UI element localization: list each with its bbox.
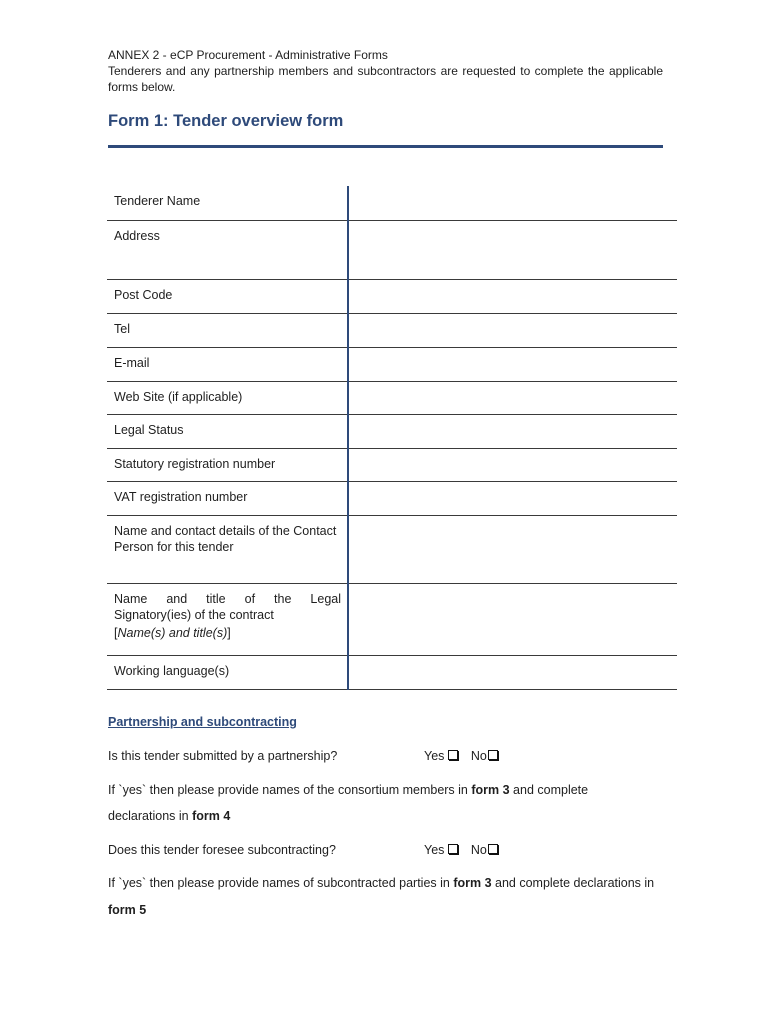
subcontracting-question: Does this tender foresee subcontracting? (108, 843, 336, 857)
row-label: Address (107, 220, 348, 279)
row-label: Web Site (if applicable) (107, 381, 348, 414)
no-label: No (470, 843, 487, 857)
table-row (107, 448, 677, 481)
yes-label: Yes (424, 843, 445, 857)
note-text: and complete (509, 783, 589, 797)
form-3-reference: form 3 (453, 876, 492, 890)
address-field[interactable] (348, 220, 677, 279)
consortium-note-line-1 (108, 783, 588, 797)
row-label: E-mail (107, 347, 348, 381)
subcontracting-no-checkbox[interactable] (488, 844, 498, 854)
row-label: VAT registration number (107, 481, 348, 515)
annex-header: ANNEX 2 - eCP Procurement - Administrative Forms (108, 48, 388, 62)
contact-person-field[interactable] (348, 515, 677, 583)
table-row (107, 481, 677, 515)
row-label (107, 583, 348, 655)
partnership-heading: Partnership and subcontracting (108, 715, 297, 729)
form-3-reference: form 3 (471, 783, 510, 797)
partnership-no-checkbox[interactable] (488, 750, 498, 760)
partnership-yes-checkbox[interactable] (448, 750, 458, 760)
tenderer-name-field[interactable] (348, 186, 677, 220)
table-row (107, 655, 677, 689)
tender-overview-table (107, 186, 677, 690)
email-field[interactable] (348, 347, 677, 381)
row-label: Legal Status (107, 414, 348, 448)
table-row (107, 279, 677, 313)
row-label: Working language(s) (107, 655, 348, 689)
table-row (107, 220, 677, 279)
post-code-field[interactable] (348, 279, 677, 313)
table-row (107, 313, 677, 347)
consortium-note-line-2 (108, 809, 230, 823)
no-label: No (470, 749, 487, 763)
yes-label: Yes (424, 749, 445, 763)
title-divider (108, 145, 663, 148)
row-label-line-1: Name and contact details of the Contact (114, 523, 337, 538)
working-language-field[interactable] (348, 655, 677, 689)
row-label: Tel (107, 313, 348, 347)
row-label: Post Code (107, 279, 348, 313)
form-4-reference: form 4 (192, 809, 231, 823)
instructions-line-2: forms below. (108, 80, 176, 94)
row-label-line-1: Name and title of the Legal (114, 591, 341, 606)
instructions-line-1: Tenderers and any partnership members and subcontractors are requested to complete the applicable (108, 64, 663, 78)
subcontracting-yes-no (424, 843, 501, 857)
note-text: declarations in (108, 809, 193, 823)
subcontract-note-line-1 (108, 876, 654, 890)
table-row (107, 583, 677, 655)
row-label: Statutory registration number (107, 448, 348, 481)
row-label: Tenderer Name (107, 186, 348, 220)
row-label-line-2: Signatory(ies) of the contract (114, 607, 274, 622)
legal-signatory-field[interactable] (348, 583, 677, 655)
website-field[interactable] (348, 381, 677, 414)
partnership-question: Is this tender submitted by a partnership? (108, 749, 338, 763)
row-label-line-2: Person for this tender (114, 539, 234, 554)
table-row (107, 347, 677, 381)
table-row (107, 186, 677, 220)
table-row (107, 515, 677, 583)
tel-field[interactable] (348, 313, 677, 347)
legal-status-field[interactable] (348, 414, 677, 448)
table-row (107, 414, 677, 448)
table-row (107, 381, 677, 414)
form-title: Form 1: Tender overview form (108, 112, 344, 130)
row-label-note: [Name(s) and title(s)] (114, 625, 231, 640)
note-text: If `yes` then please provide names of subcontracted parties in (108, 876, 454, 890)
row-label (107, 515, 348, 583)
partnership-yes-no (424, 749, 501, 763)
vat-registration-field[interactable] (348, 481, 677, 515)
note-text: and complete declarations in (491, 876, 655, 890)
statutory-registration-field[interactable] (348, 448, 677, 481)
subcontracting-yes-checkbox[interactable] (448, 844, 458, 854)
note-text: If `yes` then please provide names of the consortium members in (108, 783, 472, 797)
form-5-reference: form 5 (108, 903, 147, 917)
